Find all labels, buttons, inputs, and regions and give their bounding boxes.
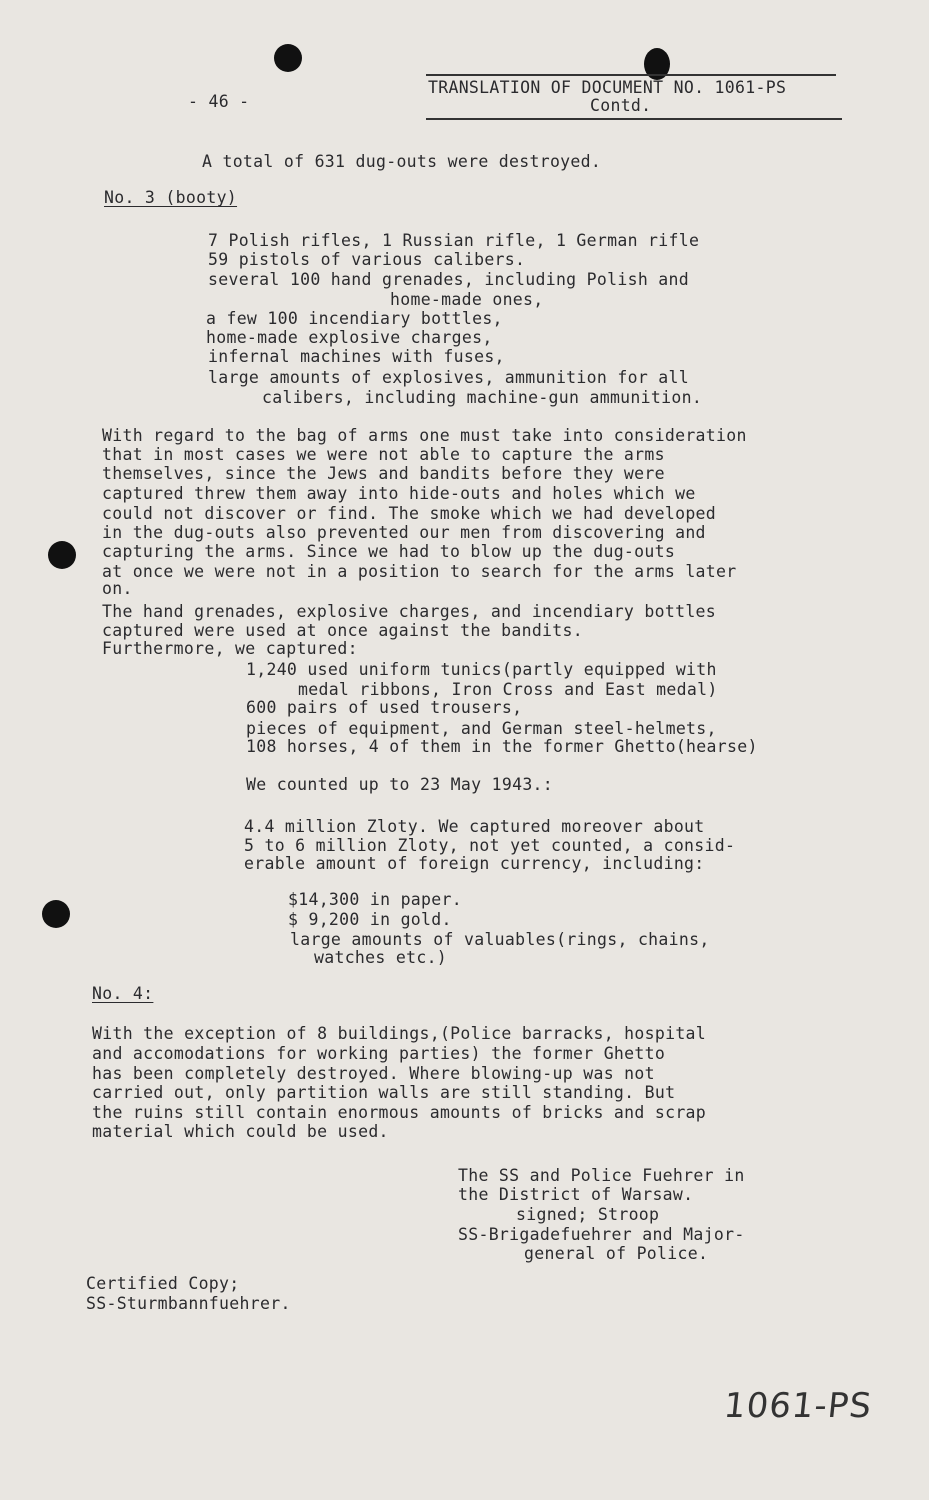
signature-line: SS-Brigadefuehrer and Major- (458, 1225, 745, 1244)
certified-line: SS-Sturmbannfuehrer. (86, 1294, 291, 1313)
signature-line: The SS and Police Fuehrer in (458, 1166, 745, 1185)
paragraph-line: on. (102, 579, 133, 598)
paragraph-line: erable amount of foreign currency, including: (244, 854, 705, 873)
paragraph-line: in the dug-outs also prevented our men from discovering and (102, 523, 706, 542)
paragraph-line: 5 to 6 million Zloty, not yet counted, a consid- (244, 836, 736, 855)
paragraph-line: The hand grenades, explosive charges, and incendiary bottles (102, 602, 717, 621)
paragraph-line: captured threw them away into hide-outs and holes which we (102, 484, 696, 503)
paragraph-line: themselves, since the Jews and bandits before they were (102, 464, 665, 483)
paragraph-line: With the exception of 8 buildings,(Police barracks, hospital (92, 1024, 707, 1043)
paragraph-line: carried out, only partition walls are still standing. But (92, 1083, 676, 1102)
list-item: 108 horses, 4 of them in the former Ghetto(hearse) (246, 737, 758, 756)
paragraph-line: and accomodations for working parties) the former Ghetto (92, 1044, 666, 1063)
punch-hole-top-left (274, 44, 302, 72)
counted-line: We counted up to 23 May 1943.: (246, 775, 554, 794)
paragraph-line: captured were used at once against the bandits. (102, 621, 583, 640)
list-item: home-made explosive charges, (206, 328, 493, 347)
paragraph-line: 4.4 million Zloty. We captured moreover about (244, 817, 705, 836)
list-item: medal ribbons, Iron Cross and East medal) (298, 680, 718, 699)
title-underline-top (426, 74, 836, 76)
paragraph-line: that in most cases we were not able to capture the arms (102, 445, 665, 464)
list-item: large amounts of explosives, ammunition for all (208, 368, 689, 387)
list-item: 1,240 used uniform tunics(partly equipped with (246, 660, 717, 679)
punch-hole-left-lower (42, 900, 70, 928)
signature-line: signed; Stroop (516, 1205, 660, 1224)
paragraph-line: Furthermore, we captured: (102, 639, 358, 658)
list-item: home-made ones, (390, 290, 544, 309)
list-item: watches etc.) (314, 948, 448, 967)
intro-line: A total of 631 dug-outs were destroyed. (202, 152, 602, 171)
section-4-heading: No. 4: (92, 984, 154, 1003)
list-item: 59 pistols of various calibers. (208, 250, 526, 269)
document-contd: Contd. (590, 96, 652, 115)
document-title: TRANSLATION OF DOCUMENT NO. 1061-PS (428, 78, 787, 97)
page-number: - 46 - (188, 92, 250, 111)
punch-hole-left-upper (48, 541, 76, 569)
handwritten-document-number: 1061-PS (721, 1386, 874, 1426)
paragraph-line: the ruins still contain enormous amounts of bricks and scrap (92, 1103, 707, 1122)
paragraph-line: material which could be used. (92, 1122, 389, 1141)
paragraph-line: could not discover or find. The smoke which we had developed (102, 504, 717, 523)
list-item: $14,300 in paper. (288, 890, 462, 909)
signature-line: the District of Warsaw. (458, 1185, 694, 1204)
list-item: 7 Polish rifles, 1 Russian rifle, 1 German rifle (208, 231, 700, 250)
paragraph-line: With regard to the bag of arms one must take into consideration (102, 426, 747, 445)
title-underline-bottom (426, 118, 842, 120)
paragraph-line: at once we were not in a position to search for the arms later (102, 562, 737, 581)
list-item: 600 pairs of used trousers, (246, 698, 523, 717)
list-item: $ 9,200 in gold. (288, 910, 452, 929)
certified-line: Certified Copy; (86, 1274, 240, 1293)
list-item: pieces of equipment, and German steel-helmets, (246, 719, 717, 738)
section-3-heading: No. 3 (booty) (104, 188, 238, 207)
list-item: several 100 hand grenades, including Polish and (208, 270, 689, 289)
list-item: calibers, including machine-gun ammunition. (262, 388, 703, 407)
list-item: large amounts of valuables(rings, chains, (290, 930, 710, 949)
list-item: a few 100 incendiary bottles, (206, 309, 503, 328)
paragraph-line: capturing the arms. Since we had to blow up the dug-outs (102, 542, 676, 561)
paragraph-line: has been completely destroyed. Where blowing-up was not (92, 1064, 655, 1083)
signature-line: general of Police. (524, 1244, 709, 1263)
list-item: infernal machines with fuses, (208, 347, 505, 366)
